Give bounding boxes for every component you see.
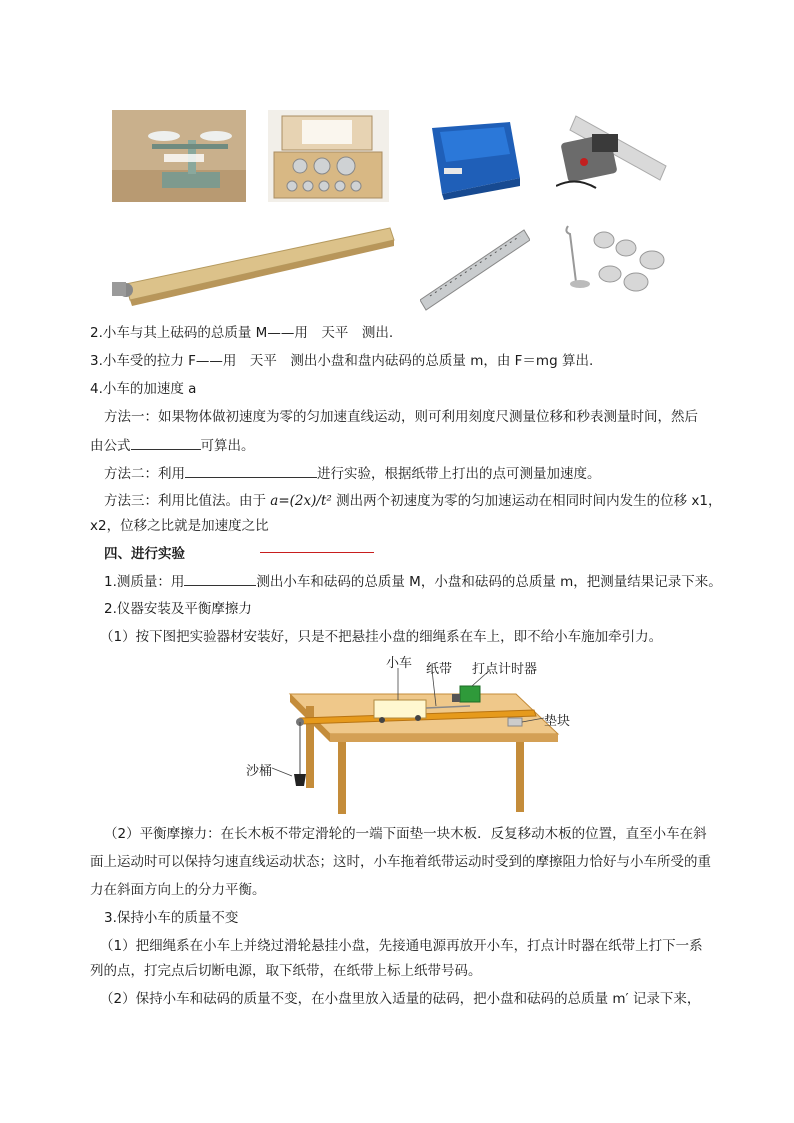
balance-scale-icon [112, 110, 246, 202]
step-install-heading: 2.仪器安装及平衡摩擦力 [104, 601, 252, 617]
step-keep-mass-1b: 列的点，打完点后切断电源，取下纸带，在纸带上标上纸带号码。 [90, 963, 482, 979]
blue-power-box-photo [414, 108, 530, 202]
method-two-prefix: 方法二：利用 [104, 466, 185, 482]
method-two-line [104, 463, 601, 484]
method-one-suffix: 可算出。 [200, 438, 255, 454]
step-measure-mass [104, 571, 722, 592]
line-acceleration: 4.小车的加速度 a [90, 381, 197, 397]
spark-timer-icon [556, 106, 678, 202]
method-three-line-2: x2，位移之比就是加速度之比 [90, 518, 269, 534]
method-three-suffix: 测出两个初速度为零的匀加速运动在相同时间内发生的位移 x1， [336, 493, 722, 509]
method-one-line-2 [90, 435, 255, 456]
acceleration-formula: a=(2x)/t² [270, 493, 332, 509]
hook-weights-photo [560, 222, 678, 306]
balance-scale-photo [112, 110, 246, 202]
label-timer: 打点计时器 [472, 662, 538, 677]
step-balance-friction-2: 面上运动时可以保持匀速直线运动状态；这时，小车拖着纸带运动时受到的摩擦阻力恰好与小车所受的重 [90, 854, 711, 870]
weights-box-photo [268, 110, 389, 202]
step-balance-friction-3: 力在斜面方向上的分力平衡。 [90, 882, 266, 898]
line-mass-M: 2.小车与其上砝码的总质量 M——用 天平 测出. [90, 325, 394, 341]
formula-blank[interactable] [131, 435, 201, 450]
method-three-line-1 [104, 491, 721, 511]
method-one-prefix: 由公式 [90, 438, 131, 454]
apparatus-diagram [240, 656, 570, 818]
step-install-1: （1）按下图把实验器材安装好，只是不把悬挂小盘的细绳系在车上，即不给小车施加牵引力。 [100, 629, 663, 645]
method-one-line-1: 方法一：如果物体做初速度为零的匀加速直线运动，则可利用刻度尺测量位移和秒表测量时间，然后 [104, 409, 698, 425]
step-keep-mass-1a: （1）把细绳系在小车上并绕过滑轮悬挂小盘，先接通电源再放开小车，打点计时器在纸带上打下一系 [100, 938, 703, 954]
section-four-heading: 四、进行实验 [104, 546, 185, 562]
steel-ruler-photo [420, 222, 530, 312]
wooden-board-photo [110, 220, 396, 310]
weights-box-icon [268, 110, 389, 202]
method-two-suffix: 进行实验，根据纸带上打出的点可测量加速度。 [317, 466, 601, 482]
method-two-blank[interactable] [185, 463, 317, 478]
blue-box-icon [414, 108, 530, 202]
label-block: 垫块 [544, 714, 571, 729]
steel-ruler-icon [420, 222, 530, 312]
measure-blank[interactable] [184, 571, 256, 586]
spark-timer-photo [556, 106, 678, 202]
red-underline [260, 552, 374, 553]
step-measure-suffix: 测出小车和砝码的总质量 M，小盘和砝码的总质量 m，把测量结果记录下来。 [256, 574, 722, 590]
wooden-board-icon [110, 220, 396, 310]
step-keep-mass-2: （2）保持小车和砝码的质量不变，在小盘里放入适量的砝码，把小盘和砝码的总质量 m′ 记录下来， [100, 991, 701, 1007]
step-measure-prefix: 1.测质量：用 [104, 574, 185, 590]
method-three-prefix: 方法三：利用比值法。由于 [104, 493, 266, 509]
line-force-F: 3.小车受的拉力 F——用 天平 测出小盘和盘内砝码的总质量 m，由 F＝mg 算出. [90, 353, 594, 369]
apparatus-drawing [240, 656, 570, 818]
label-tape: 纸带 [426, 662, 453, 677]
hook-weights-icon [560, 222, 678, 306]
label-cart: 小车 [386, 656, 413, 671]
label-bucket: 沙桶 [246, 764, 273, 779]
step-balance-friction-1: （2）平衡摩擦力：在长木板不带定滑轮的一端下面垫一块木板．反复移动木板的位置，直至小车在斜 [104, 826, 707, 842]
step-keep-mass-heading: 3.保持小车的质量不变 [104, 910, 239, 926]
